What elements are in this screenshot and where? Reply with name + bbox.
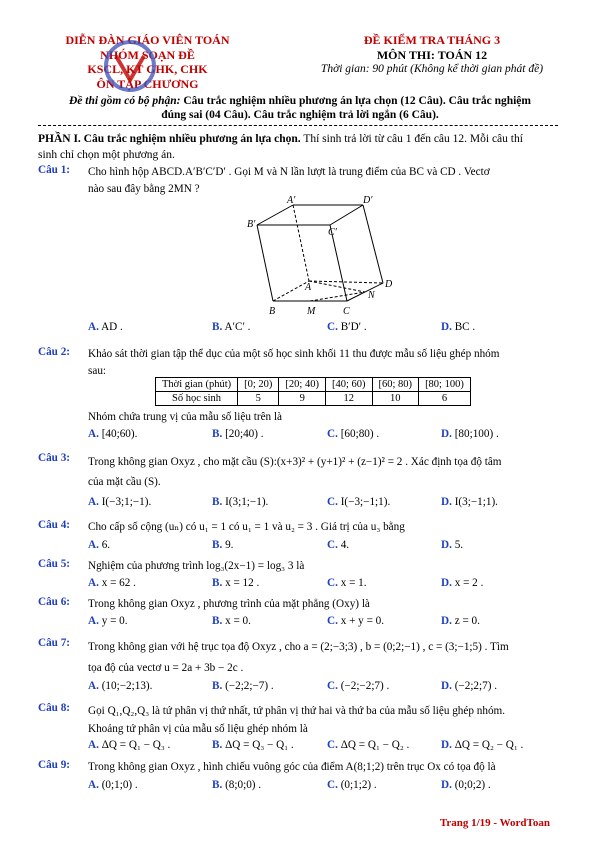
option-a[interactable]: A. AD . bbox=[88, 321, 123, 333]
question-text bbox=[88, 452, 558, 492]
option-b[interactable]: B. x = 0. bbox=[212, 615, 251, 627]
option-b[interactable]: B. (−2;2;−7) . bbox=[212, 680, 274, 692]
label-B: B bbox=[269, 306, 276, 317]
header-left-line: DIỄN ĐÀN GIÁO VIÊN TOÁN bbox=[65, 33, 230, 47]
option-d[interactable]: D. (−2;2;7) . bbox=[441, 680, 498, 692]
table-cell: 6 bbox=[419, 392, 471, 406]
exam-title: ĐỀ KIỂM TRA THÁNG 3 bbox=[363, 33, 501, 47]
option-a[interactable]: A. x = 62 . bbox=[88, 577, 136, 589]
table-cell: 9 bbox=[279, 392, 326, 406]
question-line: Nhóm chứa trung vị của mẫu số liệu trên là bbox=[88, 411, 283, 423]
option-a[interactable]: A. ΔQ = Q₁ − Q₃ . bbox=[88, 739, 171, 751]
part1-text2: sinh chỉ chọn một phương án. bbox=[38, 149, 175, 161]
option-a[interactable]: A. y = 0. bbox=[88, 615, 128, 627]
header-left-line: NHÓM SOẠN ĐỀ bbox=[100, 47, 195, 62]
part1-title: PHẦN I. Câu trắc nghiệm nhiều phương án lựa chọn. bbox=[38, 133, 301, 145]
question-line: của mặt cầu (S). bbox=[88, 476, 161, 488]
question-line: Nghiệm của phương trình log₃(2x−1) = log₃ 3 là bbox=[88, 560, 305, 572]
option-c[interactable]: C. x = 1. bbox=[327, 577, 367, 589]
option-d[interactable]: D. (0;0;2) . bbox=[441, 779, 491, 791]
table-cell: [60; 80) bbox=[372, 378, 419, 392]
table-cell: Thời gian (phút) bbox=[156, 378, 238, 392]
option-d[interactable]: D. [80;100) . bbox=[441, 428, 499, 440]
question-line: Trong không gian Oxyz , phương trình của mặt phẳng (Oxy) là bbox=[88, 598, 370, 610]
table-cell: 10 bbox=[372, 392, 419, 406]
header-left-line: ÔN TẬP CHƯƠNG bbox=[96, 76, 199, 91]
question-label: Câu 6: bbox=[38, 596, 71, 608]
option-a[interactable]: A. 6. bbox=[88, 539, 111, 551]
option-b[interactable]: B. I(3;1;−1). bbox=[212, 496, 269, 508]
option-d[interactable]: D. 5. bbox=[441, 539, 464, 551]
exam-time: Thời gian: 90 phút (Không kể thời gian phát đề) bbox=[320, 63, 544, 75]
logo-icon bbox=[100, 36, 160, 96]
option-b[interactable]: B. 9. bbox=[212, 539, 234, 551]
question-label: Câu 3: bbox=[38, 452, 71, 464]
label-A1: A′ bbox=[287, 195, 296, 206]
option-c[interactable]: C. (0;1;2) . bbox=[327, 779, 377, 791]
part1-heading bbox=[38, 131, 560, 163]
question-line: Trong không gian Oxyz , cho mặt cầu (S):(x+3)² + (y+1)² + (z−1)² = 2 . Xác định tọa độ tâm bbox=[88, 456, 502, 468]
label-C: C bbox=[343, 306, 350, 317]
option-c[interactable]: C. 4. bbox=[327, 539, 350, 551]
question-line: Gọi Q₁,Q₂,Q₃ là tứ phân vị thứ nhất, tứ phân vị thứ hai và thứ ba của mẫu số liệu ghép nhóm. bbox=[88, 705, 506, 717]
intro-prefix: Đề thi gồm có bộ phận: bbox=[68, 95, 181, 107]
question-label: Câu 5: bbox=[38, 558, 71, 570]
option-c[interactable]: C. B′D′ . bbox=[327, 321, 367, 333]
label-A: A bbox=[305, 282, 312, 293]
page-number: Trang 1/19 - bbox=[439, 817, 500, 829]
option-c[interactable]: C. I(−3;−1;1). bbox=[327, 496, 391, 508]
intro-line1: Câu trắc nghiệm nhiều phương án lựa chọn (12 Câu). Câu trắc nghiệm bbox=[180, 95, 531, 107]
question-label: Câu 2: bbox=[38, 346, 71, 358]
option-a[interactable]: A. (10;−2;13). bbox=[88, 680, 153, 692]
divider bbox=[38, 125, 558, 126]
table-cell: Số học sinh bbox=[156, 392, 238, 406]
option-b[interactable]: B. ΔQ = Q₃ − Q₁ . bbox=[212, 739, 294, 751]
table-cell: [40; 60) bbox=[325, 378, 372, 392]
option-c[interactable]: C. (−2;−2;7) . bbox=[327, 680, 390, 692]
option-b[interactable]: B. A′C′ . bbox=[212, 321, 251, 333]
option-a[interactable]: A. [40;60). bbox=[88, 428, 138, 440]
option-d[interactable]: D. BC . bbox=[441, 321, 476, 333]
label-B1: B′ bbox=[247, 219, 256, 230]
question-line: Trong không gian với hệ trục tọa độ Oxyz , cho a = (2;−3;3) , b = (0;2;−1) , c = (3;−1;5) . Tìm bbox=[88, 641, 509, 653]
question-text bbox=[88, 702, 558, 738]
table-cell: 5 bbox=[238, 392, 279, 406]
option-d[interactable]: D. I(3;−1;1). bbox=[441, 496, 498, 508]
option-d[interactable]: D. z = 0. bbox=[441, 615, 480, 627]
question-line: Trong không gian Oxyz , hình chiếu vuông góc của điểm A(8;1;2) trên trục Ox có tọa độ là bbox=[88, 761, 496, 773]
option-a[interactable]: A. (0;1;0) . bbox=[88, 779, 138, 791]
question-label: Câu 8: bbox=[38, 702, 71, 714]
intro bbox=[30, 94, 570, 122]
question-label: Câu 7: bbox=[38, 637, 71, 649]
header-right bbox=[282, 33, 582, 77]
option-c[interactable]: C. [60;80) . bbox=[327, 428, 380, 440]
option-b[interactable]: B. x = 12 . bbox=[212, 577, 260, 589]
question-line: sau: bbox=[88, 365, 107, 377]
option-c[interactable]: C. ΔQ = Q₁ − Q₂ . bbox=[327, 739, 410, 751]
part1-text: Thí sinh trả lời từ câu 1 đến câu 12. Mỗi câu thí bbox=[300, 133, 523, 145]
table-cell: [20; 40) bbox=[279, 378, 326, 392]
table-cell: 12 bbox=[325, 392, 372, 406]
intro-line2: đúng sai (04 Câu). Câu trắc nghiệm trả lời ngắn (6 Câu). bbox=[161, 109, 439, 121]
question-label: Câu 1: bbox=[38, 164, 71, 176]
option-d[interactable]: D. x = 2 . bbox=[441, 577, 484, 589]
label-C1: C′ bbox=[328, 227, 337, 238]
label-N: N bbox=[368, 290, 375, 301]
question-text bbox=[88, 637, 558, 679]
table-cell: [80; 100) bbox=[419, 378, 471, 392]
exam-subject: MÔN THI: TOÁN 12 bbox=[376, 47, 488, 62]
header-left-line: KSCL, KT GHK, CHK bbox=[87, 62, 208, 76]
grouped-data-table bbox=[155, 377, 471, 406]
option-a[interactable]: A. I(−3;1;−1). bbox=[88, 496, 152, 508]
table-cell: [0; 20) bbox=[238, 378, 279, 392]
question-label: Câu 4: bbox=[38, 519, 71, 531]
question-label: Câu 9: bbox=[38, 759, 71, 771]
question-line: Cho cấp số cộng (uₙ) có u₁ = 1 có u₁ = 1 và u₂ = 3 . Giá trị của u₃ bằng bbox=[88, 521, 405, 533]
question-text bbox=[88, 346, 558, 380]
label-D: D bbox=[385, 279, 393, 290]
option-b[interactable]: B. [20;40) . bbox=[212, 428, 264, 440]
question-line: Khảo sát thời gian tập thể dục của một số học sinh khối 11 thu được mẫu số liệu ghép nhóm bbox=[88, 348, 500, 360]
question-text bbox=[88, 164, 558, 198]
label-M: M bbox=[307, 306, 316, 317]
option-c[interactable]: C. x + y = 0. bbox=[327, 615, 385, 627]
page-footer bbox=[440, 817, 550, 829]
label-D1: D′ bbox=[363, 195, 373, 206]
option-d[interactable]: D. ΔQ = Q₂ − Q₁ . bbox=[441, 739, 524, 751]
question-line: nào sau đây bằng 2MN ? bbox=[88, 183, 200, 195]
footer-brand: WordToan bbox=[499, 817, 550, 829]
parallelepiped-figure bbox=[235, 195, 405, 320]
question-line: tọa độ của vectơ u = 2a + 3b − 2c . bbox=[88, 662, 244, 674]
option-b[interactable]: B. (8;0;0) . bbox=[212, 779, 262, 791]
question-line: Cho hình hộp ABCD.A′B′C′D′ . Gọi M và N lần lượt là trung điểm của BC và CD . Vectơ bbox=[88, 166, 490, 178]
question-line: Khoảng tứ phân vị của mẫu số liệu ghép nhóm là bbox=[88, 723, 308, 735]
